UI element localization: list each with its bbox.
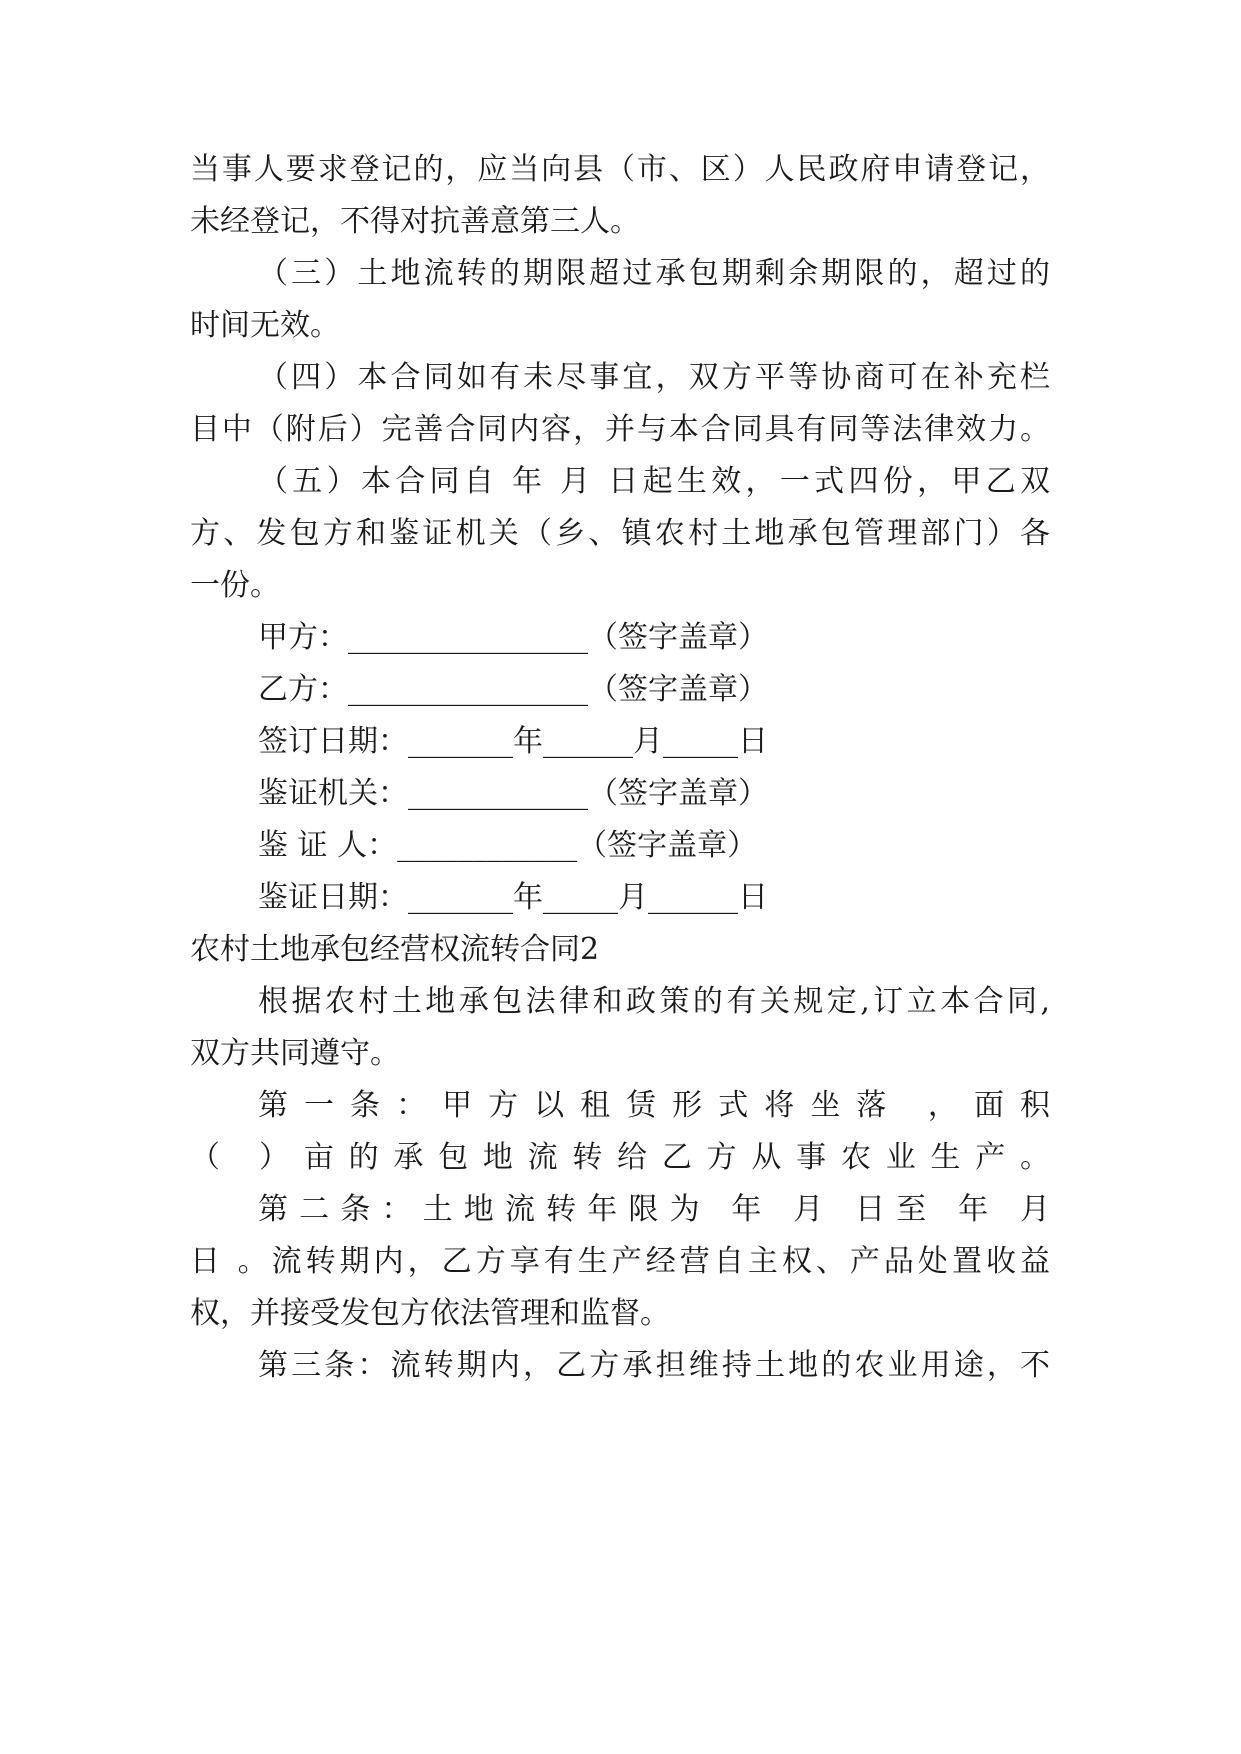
paragraph-line: 未经登记，不得对抗善意第三人。 — [190, 204, 640, 239]
paragraph-line: 当事人要求登记的，应当向县（市、区）人民政府申请登记， — [190, 152, 1050, 187]
signature-party-b: 乙方：________________（签字盖章） — [258, 672, 768, 707]
notary-authority: 鉴证机关：____________（签字盖章） — [258, 776, 768, 811]
paragraph-line: 一份。 — [190, 568, 280, 603]
paragraph-line: （五）本合同自 年 月 日起生效，一式四份，甲乙双 — [258, 464, 1050, 499]
paragraph-line: 双方共同遵守。 — [190, 1036, 400, 1071]
paragraph-line: 时间无效。 — [190, 308, 340, 343]
paragraph-line: 根据农村土地承包法律和政策的有关规定,订立本合同, — [258, 984, 1050, 1019]
paragraph-line: 权，并接受发包方依法管理和监督。 — [190, 1296, 670, 1331]
section-title: 农村土地承包经营权流转合同2 — [190, 932, 600, 967]
notary-person: 鉴 证 人：____________（签字盖章） — [258, 828, 758, 863]
paragraph-line: 目中（附后）完善合同内容，并与本合同具有同等法律效力。 — [190, 412, 1050, 447]
paragraph-line: 第三条：流转期内，乙方承担维持土地的农业用途，不 — [258, 1348, 1050, 1383]
paragraph-line: （三）土地流转的期限超过承包期剩余期限的，超过的 — [258, 256, 1050, 291]
paragraph-line: （四）本合同如有未尽事宜，双方平等协商可在补充栏 — [258, 360, 1050, 395]
paragraph-line: 日 。流转期内，乙方享有生产经营自主权、产品处置收益 — [190, 1244, 1050, 1279]
signature-party-a: 甲方：________________（签字盖章） — [258, 620, 768, 655]
paragraph-line: 方、发包方和鉴证机关（乡、镇农村土地承包管理部门）各 — [190, 516, 1050, 551]
notary-date: 鉴证日期：_______年_____月______日 — [258, 880, 768, 915]
signing-date: 签订日期：_______年______月_____日 — [258, 724, 768, 759]
paragraph-line: 第一条：甲方以租赁形式将坐落 ，面积 — [258, 1088, 1050, 1123]
paragraph-line: 第二条：土地流转年限为 年 月 日至 年 月 — [258, 1192, 1050, 1227]
paragraph-line: （ ）亩的承包地流转给乙方从事农业生产。 — [190, 1140, 1050, 1175]
